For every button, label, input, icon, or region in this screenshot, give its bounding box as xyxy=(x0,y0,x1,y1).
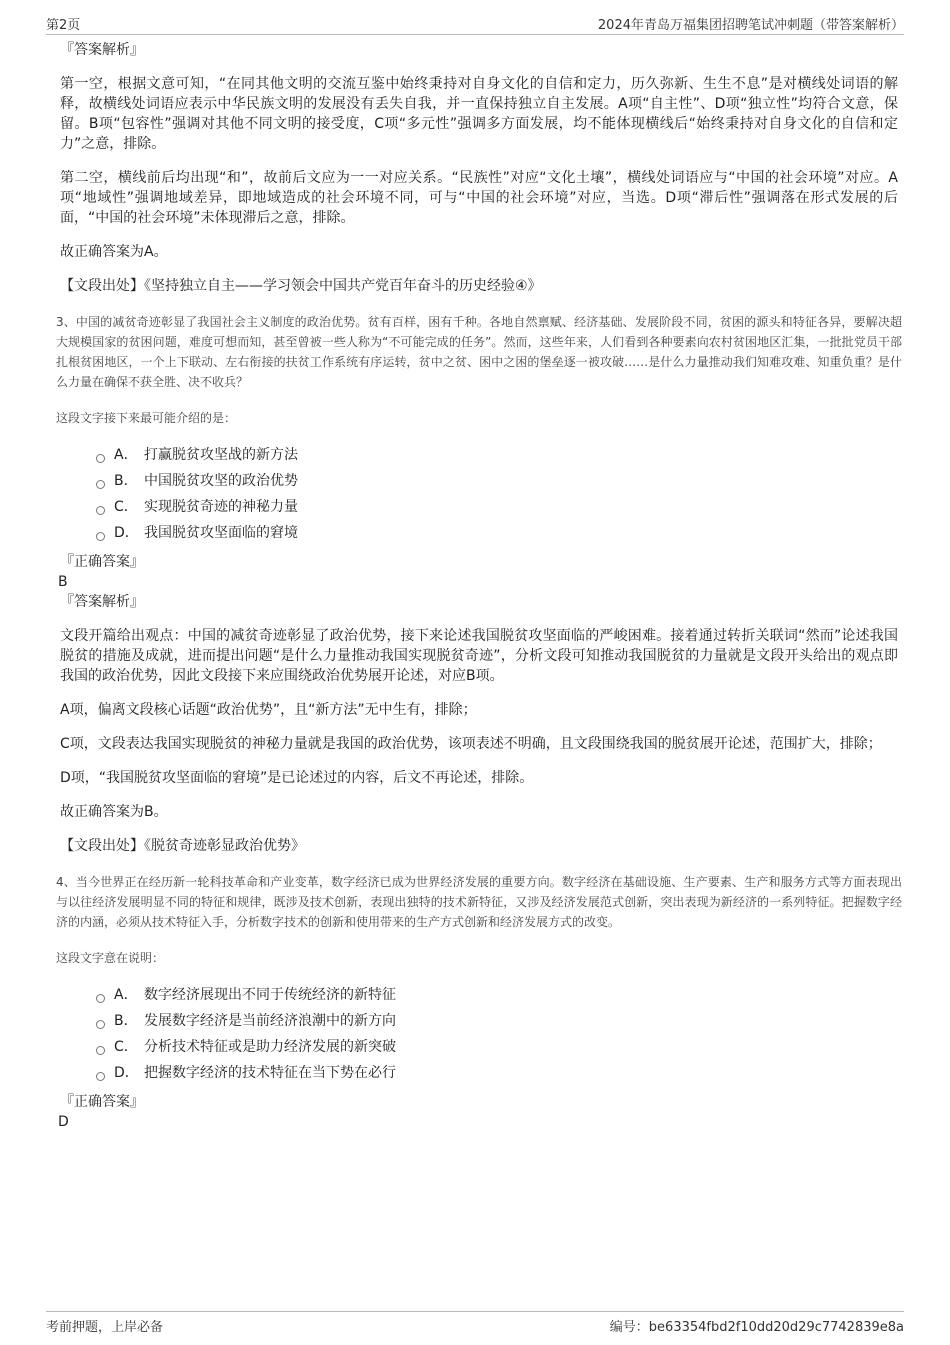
radio-icon[interactable] xyxy=(96,1046,105,1055)
page-header xyxy=(46,14,904,35)
option-letter: C． xyxy=(114,1039,138,1055)
option-text: 发展数字经济是当前经济浪潮中的新方向 xyxy=(144,1013,396,1029)
q2-analysis-conclusion: 故正确答案为A。 xyxy=(60,244,168,260)
radio-icon[interactable] xyxy=(96,480,105,489)
q4-option-d[interactable] xyxy=(96,1060,902,1086)
q4-question-text: 4、当今世界正在经历新一轮科技革命和产业变革，数字经济已成为世界经济发展的重要方向。数字经济在基础设施、生产要素、生产和服务方式等方面表现出与以往经济发展明显不同的特征和规律，既涉及技术创新，表现出独特的技术新特征，又涉及经济发展范式创新，突出表现为新经济的一系列特征。把握数字经济的内涵，必须从技术特征入手，分析数字技术的创新和使用带来的生产方式创新和经济发展方式的改变。 xyxy=(56,875,902,929)
q3-prompt: 这段文字接下来最可能介绍的是： xyxy=(56,411,237,425)
radio-icon[interactable] xyxy=(96,506,105,515)
option-text: 把握数字经济的技术特征在当下势在必行 xyxy=(144,1065,396,1081)
q3-source: 【文段出处】《脱贫奇迹彰显政治优势》 xyxy=(60,838,305,854)
option-letter: A． xyxy=(114,447,138,463)
radio-icon[interactable] xyxy=(96,532,105,541)
q3-option-a[interactable] xyxy=(96,442,902,468)
document-id: 编号：be63354fbd2f10dd20d29c7742839e8a xyxy=(609,1320,904,1335)
q4-option-b[interactable] xyxy=(96,1008,902,1034)
document-body xyxy=(56,40,902,1132)
page-footer xyxy=(46,1311,904,1336)
q2-analysis-paragraph: 第二空，横线前后均出现“和”，故前后文应为一一对应关系。“民族性”对应“文化土壤”，横线处词语应与“中国的社会环境”对应。A项“地域性”强调地域差异，即地域造成的社会环境不同，可与“中国的社会环境”对应，当选。D项“滞后性”强调落在形式发展的后面，“中国的社会环境”未体现滞后之意，排除。 xyxy=(60,170,898,226)
option-letter: A． xyxy=(114,987,138,1003)
option-letter: D． xyxy=(114,525,139,541)
q4-option-a[interactable] xyxy=(96,982,902,1008)
option-letter: B． xyxy=(114,1013,138,1029)
q3-options xyxy=(96,442,902,546)
q3-option-b[interactable] xyxy=(96,468,902,494)
q3-analysis-paragraph: A项，偏离文段核心话题“政治优势”，且“新方法”无中生有，排除； xyxy=(60,702,477,718)
q4-options xyxy=(96,982,902,1086)
q3-analysis-conclusion: 故正确答案为B。 xyxy=(60,804,168,820)
q4-answer: D xyxy=(58,1114,69,1130)
q3-analysis-heading: 『答案解析』 xyxy=(60,594,144,610)
radio-icon[interactable] xyxy=(96,454,105,463)
document-title: 2024年青岛万福集团招聘笔试冲刺题（带答案解析） xyxy=(597,18,904,33)
option-letter: C． xyxy=(114,499,138,515)
q2-analysis-heading: 『答案解析』 xyxy=(60,42,144,58)
option-letter: D． xyxy=(114,1065,139,1081)
option-text: 中国脱贫攻坚的政治优势 xyxy=(144,473,298,489)
footer-slogan: 考前押题，上岸必备 xyxy=(46,1320,164,1335)
option-text: 实现脱贫奇迹的神秘力量 xyxy=(144,499,298,515)
q4-answer-heading: 『正确答案』 xyxy=(60,1094,144,1110)
q3-answer-heading: 『正确答案』 xyxy=(60,554,144,570)
q3-question-text: 3、中国的减贫奇迹彰显了我国社会主义制度的政治优势。贫有百样，困有千种。各地自然禀赋、经济基础、发展阶段不同，贫困的源头和特征各异，要解决超大规模国家的贫困问题，难度可想而知，甚至曾被一些人称为“不可能完成的任务”。然而，这些年来，人们看到各种要素向农村贫困地区汇集，一批批党员干部扎根贫困地区，一个上下联动、左右衔接的扶贫工作系统有序运转，贫中之贫、困中之困的堡垒逐一被攻破……是什么力量推动我们知难攻难、知重负重？是什么力量在确保不获全胜、决不收兵？ xyxy=(56,315,902,389)
q3-answer: B xyxy=(58,574,68,590)
q3-analysis-paragraph: 文段开篇给出观点：中国的减贫奇迹彰显了政治优势，接下来论述我国脱贫攻坚面临的严峻困难。接着通过转折关联词“然而”论述我国脱贫的措施及成就，进而提出问题“是什么力量推动我国实现脱贫奇迹”，分析文段可知推动我国脱贫的力量就是文段开头给出的观点即我国的政治优势，因此文段接下来应围绕政治优势展开论述，对应B项。 xyxy=(60,628,898,684)
q3-option-d[interactable] xyxy=(96,520,902,546)
q3-option-c[interactable] xyxy=(96,494,902,520)
radio-icon[interactable] xyxy=(96,1072,105,1081)
q4-prompt: 这段文字意在说明： xyxy=(56,951,165,965)
radio-icon[interactable] xyxy=(96,1020,105,1029)
q4-option-c[interactable] xyxy=(96,1034,902,1060)
q3-analysis-paragraph: D项，“我国脱贫攻坚面临的窘境”是已论述过的内容，后文不再论述，排除。 xyxy=(60,770,534,786)
option-text: 我国脱贫攻坚面临的窘境 xyxy=(144,525,298,541)
option-text: 打赢脱贫攻坚战的新方法 xyxy=(144,447,298,463)
page-number: 第2页 xyxy=(46,18,81,33)
option-text: 分析技术特征或是助力经济发展的新突破 xyxy=(144,1039,396,1055)
radio-icon[interactable] xyxy=(96,994,105,1003)
option-letter: B． xyxy=(114,473,138,489)
option-text: 数字经济展现出不同于传统经济的新特征 xyxy=(144,987,396,1003)
q3-analysis-paragraph: C项，文段表达我国实现脱贫的神秘力量就是我国的政治优势，该项表述不明确，且文段围绕我国的脱贫展开论述，范围扩大，排除； xyxy=(60,736,882,752)
q2-source: 【文段出处】《坚持独立自主——学习领会中国共产党百年奋斗的历史经验④》 xyxy=(60,278,542,294)
q2-analysis-paragraph: 第一空，根据文意可知，“在同其他文明的交流互鉴中始终秉持对自身文化的自信和定力，历久弥新、生生不息”是对横线处词语的解释，故横线处词语应表示中华民族文明的发展没有丢失自我，并一直保持独立自主发展。A项“自主性”、D项“独立性”均符合文意，保留。B项“包容性”强调对其他不同文明的接受度，C项“多元性”强调多方面发展，均不能体现横线后“始终秉持对自身文化的自信和定力”之意，排除。 xyxy=(60,76,898,152)
